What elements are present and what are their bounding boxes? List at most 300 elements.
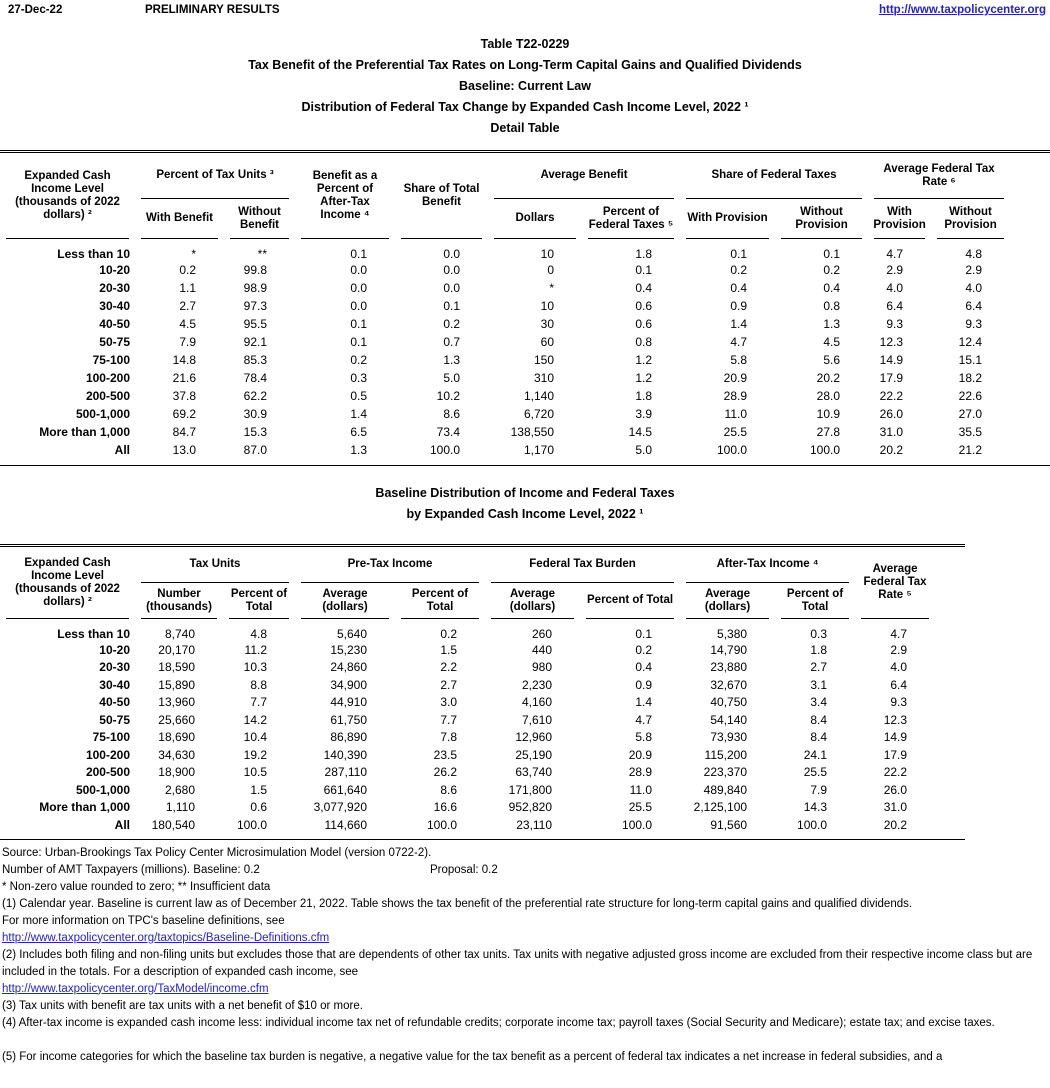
- data-cell: 22.6: [958, 389, 983, 403]
- data-cell: 10: [540, 247, 554, 261]
- col-header-without-provision-share: Without Provision: [775, 199, 868, 239]
- data-cell: 26.2: [433, 765, 458, 780]
- data-cell: 140,390: [323, 747, 368, 762]
- data-cell: 61,750: [330, 712, 368, 727]
- data-cell: 20.2: [883, 817, 908, 832]
- table-row: [0, 387, 1010, 405]
- table-row: [0, 369, 1010, 387]
- data-cell: 25,660: [158, 712, 195, 727]
- footnote-4: (4) After-tax income is expanded cash income less: individual income tax net of refundable credits; corporate income tax; payroll taxes (Social Security and Medicare); estate tax; and excise taxes.: [2, 1016, 995, 1029]
- data-cell: 9.3: [886, 317, 904, 331]
- col-header-avg-dollars-after: Average (dollars): [680, 583, 775, 619]
- row-label: 40-50: [99, 695, 130, 710]
- group-header-avg-federal-tax-rate: Average Federal Tax Rate ⁶: [868, 153, 1010, 199]
- data-cell: 20,170: [158, 642, 195, 657]
- data-cell: 0.2: [635, 642, 653, 657]
- data-cell: 22.2: [883, 765, 908, 780]
- footnote-amt-line: [2, 862, 1048, 879]
- row-label: 10-20: [99, 263, 130, 277]
- data-cell: 0.2: [440, 627, 458, 641]
- baseline-table-header: [0, 547, 935, 619]
- data-cell: 0.9: [730, 299, 748, 313]
- col-header-without-benefit: Without Benefit: [224, 199, 295, 239]
- footnote-1-continued: For more information on TPC's baseline definitions, see: [2, 914, 285, 927]
- baseline-table: [0, 547, 935, 834]
- table-row: [0, 405, 1010, 423]
- row-label: 30-40: [99, 677, 130, 692]
- data-cell: 10: [540, 299, 554, 313]
- data-cell: 13.0: [172, 443, 196, 457]
- data-cell: 8,740: [164, 627, 195, 641]
- data-cell: 0.2: [179, 263, 196, 277]
- data-cell: 1.2: [635, 371, 653, 385]
- col-header-avg-dollars-burden: Average (dollars): [485, 583, 580, 619]
- group-header-tax-units: Tax Units: [135, 547, 295, 583]
- col-header-pct-total-units: Percent of Total: [223, 583, 295, 619]
- data-cell: 95.5: [243, 317, 267, 331]
- data-cell: 21.2: [958, 443, 983, 457]
- row-label: More than 1,000: [39, 425, 130, 439]
- row-label: 50-75: [99, 335, 130, 349]
- data-cell: 14.9: [883, 730, 908, 745]
- baseline-title-line-1: Baseline Distribution of Income and Federal Taxes: [375, 486, 675, 500]
- data-cell: 0.1: [635, 263, 653, 277]
- table-row: [0, 694, 935, 712]
- data-cell: 8.6: [443, 407, 460, 421]
- data-cell: 3.1: [810, 677, 828, 692]
- data-cell: 1.1: [179, 281, 196, 295]
- data-cell: 1.8: [635, 389, 653, 403]
- data-cell: 100.0: [622, 817, 653, 832]
- table-row: [0, 764, 935, 782]
- table-row: [0, 816, 935, 834]
- data-cell: 6.4: [890, 677, 908, 692]
- data-cell: 100.0: [236, 817, 268, 832]
- data-cell: 0.7: [443, 335, 460, 349]
- data-cell: 7.7: [440, 712, 458, 727]
- data-cell: 310: [533, 371, 554, 385]
- row-label: 40-50: [99, 317, 130, 331]
- data-cell: 30.9: [243, 407, 267, 421]
- data-cell: 27.0: [958, 407, 983, 421]
- data-cell: 980: [532, 660, 553, 675]
- data-cell: 26.0: [879, 407, 904, 421]
- table-row: [0, 729, 935, 747]
- data-cell: 1.4: [635, 695, 653, 710]
- data-cell: 22.2: [879, 389, 904, 403]
- data-cell: 0.0: [443, 247, 460, 261]
- data-cell: 5,640: [336, 627, 368, 641]
- data-cell: 2.7: [179, 299, 196, 313]
- data-cell: 0.8: [635, 335, 653, 349]
- row-label: All: [114, 817, 130, 832]
- row-label: More than 1,000: [39, 800, 130, 815]
- data-cell: 661,640: [323, 782, 368, 797]
- data-cell: 5.0: [443, 371, 460, 385]
- data-cell: 14.3: [803, 800, 828, 815]
- group-header-after-tax-income: After-Tax Income ⁴: [680, 547, 855, 583]
- group-header-average-benefit: Average Benefit: [488, 153, 680, 199]
- data-cell: 2.7: [440, 677, 458, 692]
- data-cell: 25.5: [723, 425, 748, 439]
- data-cell: 73.4: [436, 425, 460, 439]
- table-row: [0, 333, 1010, 351]
- data-cell: 31.0: [879, 425, 904, 439]
- data-cell: 40,750: [710, 695, 748, 710]
- col-header-number-thousands: Number (thousands): [135, 583, 223, 619]
- col-header-avg-federal-tax-rate: Average Federal Tax Rate ⁵: [855, 547, 935, 619]
- col-header-avg-dollars-pre: Average (dollars): [295, 583, 395, 619]
- data-cell: 14.9: [879, 353, 904, 367]
- title-block: [0, 34, 1050, 139]
- group-header-federal-tax-burden: Federal Tax Burden: [485, 547, 680, 583]
- data-cell: 8.6: [440, 782, 458, 797]
- data-cell: 6.4: [965, 299, 983, 313]
- preliminary-results-label: PRELIMINARY RESULTS: [145, 4, 280, 16]
- data-cell: 85.3: [243, 353, 267, 367]
- data-cell: 18,690: [158, 730, 195, 745]
- col-header-pct-federal-taxes: Percent of Federal Taxes ⁵: [582, 199, 680, 239]
- table-row: [0, 351, 1010, 369]
- data-cell: 4.0: [965, 281, 983, 295]
- table-row: [0, 261, 1010, 279]
- data-cell: 8.8: [250, 677, 268, 692]
- table-row: [0, 676, 935, 694]
- data-cell: 1.5: [440, 642, 458, 657]
- footnote-1: (1) Calendar year. Baseline is current law as of December 21, 2022. Table shows the tax benefit of the preferential rate structure for long-term capital gains and qualified dividends.: [2, 897, 913, 910]
- data-cell: 100.0: [429, 443, 460, 457]
- data-cell: 12.4: [958, 335, 983, 349]
- data-cell: 0.4: [635, 281, 653, 295]
- data-cell: 32,670: [710, 677, 748, 692]
- data-cell: 0.1: [350, 317, 367, 331]
- row-label: Less than 10: [57, 247, 130, 261]
- data-cell: 223,370: [703, 765, 748, 780]
- data-cell: 10.9: [816, 407, 841, 421]
- data-cell: 1.2: [635, 353, 653, 367]
- data-cell: 7.8: [440, 730, 458, 745]
- table-row: [0, 746, 935, 764]
- data-cell: 34,900: [330, 677, 368, 692]
- table-row: [0, 441, 1010, 459]
- data-cell: 11.0: [724, 407, 748, 421]
- data-cell: 1.5: [250, 782, 268, 797]
- data-cell: 0.9: [635, 677, 653, 692]
- data-cell: 6.4: [886, 299, 904, 313]
- data-cell: 14.5: [628, 425, 653, 439]
- data-cell: 0.6: [635, 317, 653, 331]
- data-cell: 180,540: [151, 817, 195, 832]
- data-cell: 1,110: [165, 800, 195, 815]
- row-label: 200-500: [85, 765, 130, 780]
- data-cell: 2.9: [965, 263, 983, 277]
- data-cell: 1.4: [730, 317, 748, 331]
- data-cell: 0.3: [810, 627, 828, 641]
- data-cell: 1,140: [523, 389, 554, 403]
- row-label: 500-1,000: [75, 782, 130, 797]
- data-cell: 23,880: [710, 660, 748, 675]
- data-cell: 11.0: [629, 782, 653, 797]
- data-cell: 20.2: [879, 443, 904, 457]
- data-cell: 1.4: [350, 407, 367, 421]
- data-cell: 287,110: [324, 765, 368, 780]
- row-label: 75-100: [92, 353, 130, 367]
- data-cell: 97.3: [243, 299, 267, 313]
- data-cell: 2.9: [886, 263, 904, 277]
- data-cell: 14.2: [243, 712, 268, 727]
- table-row: [0, 799, 935, 817]
- data-cell: 0.0: [350, 281, 367, 295]
- data-cell: 84.7: [172, 425, 196, 439]
- col-header-with-provision-share: With Provision: [680, 199, 775, 239]
- data-cell: *: [191, 247, 196, 261]
- data-cell: 0.5: [350, 389, 367, 403]
- data-cell: 27.8: [816, 425, 841, 439]
- row-label: All: [114, 443, 130, 457]
- data-cell: 4.0: [890, 660, 908, 675]
- data-cell: 60: [540, 335, 554, 349]
- income-definition-link[interactable]: http://www.taxpolicycenter.org/TaxModel/income.cfm: [2, 982, 269, 995]
- table-row: [0, 641, 935, 659]
- data-cell: 73,930: [710, 730, 748, 745]
- title-line-2: Baseline: Current Law: [459, 79, 591, 93]
- data-cell: 26.0: [883, 782, 908, 797]
- data-cell: 1.3: [443, 353, 460, 367]
- data-cell: 5.8: [730, 353, 748, 367]
- data-cell: 1.8: [635, 247, 653, 261]
- data-cell: 25.5: [628, 800, 653, 815]
- data-cell: 28.0: [816, 389, 841, 403]
- data-cell: 91,560: [710, 817, 748, 832]
- data-cell: 24.1: [803, 747, 828, 762]
- group-header-share-federal-taxes: Share of Federal Taxes: [680, 153, 868, 199]
- baseline-table-body: [0, 619, 935, 834]
- data-cell: 3,077,920: [313, 800, 368, 815]
- data-cell: 12,960: [515, 730, 553, 745]
- group-header-percent-tax-units: Percent of Tax Units ³: [135, 153, 295, 199]
- data-cell: 0.2: [730, 263, 748, 277]
- data-cell: 171,800: [508, 782, 553, 797]
- data-cell: 2.9: [890, 642, 908, 657]
- data-cell: 8.4: [810, 712, 828, 727]
- taxpolicycenter-link[interactable]: http://www.taxpolicycenter.org: [879, 4, 1046, 16]
- data-cell: 100.0: [809, 443, 841, 457]
- col-header-without-provision-rate: Without Provision: [931, 199, 1010, 239]
- title-line-3: Distribution of Federal Tax Change by Expanded Cash Income Level, 2022 ¹: [301, 100, 749, 114]
- data-cell: 4.5: [823, 335, 841, 349]
- row-label: 75-100: [92, 730, 130, 745]
- detail-table: [0, 153, 1010, 459]
- data-cell: 28.9: [628, 765, 653, 780]
- data-cell: 7.9: [179, 335, 196, 349]
- data-cell: 20.9: [723, 371, 748, 385]
- data-cell: 1.8: [810, 642, 828, 657]
- data-cell: 4.0: [886, 281, 904, 295]
- data-cell: 0.3: [350, 371, 367, 385]
- data-cell: 16.6: [433, 800, 458, 815]
- data-cell: 7.7: [250, 695, 268, 710]
- data-cell: 10.3: [243, 660, 268, 675]
- data-cell: 0.8: [823, 299, 841, 313]
- data-cell: 15.3: [243, 425, 267, 439]
- data-cell: 100.0: [797, 817, 828, 832]
- detail-table-header: [0, 153, 1010, 239]
- data-cell: 15,230: [330, 642, 368, 657]
- row-label: 20-30: [99, 281, 130, 295]
- row-label: 100-200: [85, 747, 130, 762]
- data-cell: 23.5: [433, 747, 458, 762]
- data-cell: 0.0: [350, 263, 367, 277]
- data-cell: 260: [532, 627, 553, 641]
- data-cell: 9.3: [890, 695, 908, 710]
- data-cell: 1.3: [350, 443, 367, 457]
- data-cell: 4.7: [890, 627, 908, 641]
- data-cell: 18.2: [958, 371, 983, 385]
- data-cell: 28.9: [723, 389, 748, 403]
- amt-proposal: Proposal: 0.2: [430, 863, 498, 876]
- data-cell: 13,960: [158, 695, 195, 710]
- data-cell: 23,110: [516, 817, 553, 832]
- col-header-with-benefit: With Benefit: [135, 199, 224, 239]
- title-line-1: Tax Benefit of the Preferential Tax Rates on Long-Term Capital Gains and Qualified Dividends: [248, 58, 802, 72]
- data-cell: 2,125,100: [693, 800, 748, 815]
- amt-baseline: Number of AMT Taxpayers (millions). Baseline: 0.2: [2, 863, 260, 876]
- col-header-with-provision-rate: With Provision: [868, 199, 931, 239]
- data-cell: 30: [540, 317, 554, 331]
- data-cell: 62.2: [243, 389, 267, 403]
- footnote-5: (5) For income categories for which the baseline tax burden is negative, a negative value for the tax benefit as a percent of federal tax indicates a net increase in federal subsidies, and a: [2, 1050, 943, 1063]
- data-cell: 25,190: [515, 747, 553, 762]
- data-cell: 18,900: [158, 765, 195, 780]
- data-cell: 5.0: [635, 443, 653, 457]
- row-label: Less than 10: [57, 627, 130, 641]
- row-label: 50-75: [99, 712, 130, 727]
- data-cell: 24,860: [330, 660, 368, 675]
- row-label: 100-200: [85, 371, 130, 385]
- data-cell: 0.6: [250, 800, 268, 815]
- data-cell: 92.1: [243, 335, 267, 349]
- data-cell: 4,160: [522, 695, 553, 710]
- data-cell: 3.4: [810, 695, 828, 710]
- data-cell: 78.4: [243, 371, 267, 385]
- data-cell: 99.8: [243, 263, 267, 277]
- footnote-3: (3) Tax units with benefit are tax units with a net benefit of $10 or more.: [2, 999, 363, 1012]
- data-cell: 5,380: [717, 627, 748, 641]
- data-cell: 4.5: [179, 317, 196, 331]
- data-cell: 0.2: [350, 353, 367, 367]
- data-cell: 0.1: [730, 247, 748, 261]
- detail-table-body: [0, 239, 1010, 459]
- data-cell: 115,200: [704, 747, 748, 762]
- col-header-income-level: Expanded Cash Income Level (thousands of 2022 dollars) ²: [0, 153, 135, 239]
- data-cell: 0.4: [730, 281, 748, 295]
- data-cell: 0.1: [635, 627, 653, 641]
- data-cell: 0.1: [443, 299, 460, 313]
- data-cell: 35.5: [958, 425, 983, 439]
- title-line-4: Detail Table: [490, 121, 560, 135]
- data-cell: 0.1: [823, 247, 841, 261]
- data-cell: 952,820: [508, 800, 553, 815]
- data-cell: 3.0: [440, 695, 458, 710]
- data-cell: 10.5: [243, 765, 268, 780]
- data-cell: 4.8: [965, 247, 983, 261]
- data-cell: 5.6: [823, 353, 841, 367]
- data-cell: 7.9: [810, 782, 828, 797]
- baseline-definitions-link[interactable]: http://www.taxpolicycenter.org/taxtopics/Baseline-Definitions.cfm: [2, 931, 330, 944]
- data-cell: 0.4: [823, 281, 841, 295]
- data-cell: 31.0: [883, 800, 908, 815]
- col-header-income-level-2: Expanded Cash Income Level (thousands of 2022 dollars) ²: [0, 547, 135, 619]
- table-row: [0, 297, 1010, 315]
- data-cell: 3.9: [635, 407, 653, 421]
- data-cell: 15.1: [958, 353, 983, 367]
- data-cell: *: [549, 281, 554, 295]
- data-cell: 0.2: [443, 317, 460, 331]
- row-label: 10-20: [99, 642, 130, 657]
- data-cell: 1,170: [523, 443, 554, 457]
- data-cell: 15,890: [158, 677, 195, 692]
- row-label: 20-30: [99, 660, 130, 675]
- data-cell: 44,910: [330, 695, 368, 710]
- data-cell: 17.9: [883, 747, 908, 762]
- group-header-pre-tax-income: Pre-Tax Income: [295, 547, 485, 583]
- data-cell: 25.5: [803, 765, 828, 780]
- data-cell: 9.3: [965, 317, 983, 331]
- footnote-source: Source: Urban-Brookings Tax Policy Center Microsimulation Model (version 0722-2).: [2, 846, 432, 859]
- data-cell: 0.0: [443, 281, 460, 295]
- data-cell: 4.7: [886, 247, 904, 261]
- data-cell: 0.0: [443, 263, 460, 277]
- data-cell: 34,630: [158, 747, 195, 762]
- data-cell: 69.2: [172, 407, 196, 421]
- data-cell: 98.9: [243, 281, 267, 295]
- data-cell: 14.8: [172, 353, 196, 367]
- data-cell: 0.0: [350, 299, 367, 313]
- row-label: 30-40: [99, 299, 130, 313]
- data-cell: 54,140: [710, 712, 748, 727]
- data-cell: 17.9: [879, 371, 904, 385]
- table1-bottom-rule: [0, 465, 1050, 466]
- data-cell: 0.1: [350, 335, 367, 349]
- data-cell: **: [257, 247, 267, 261]
- data-cell: 114,660: [324, 817, 368, 832]
- data-cell: 2,680: [164, 782, 195, 797]
- table-row: [0, 659, 935, 677]
- table-row: [0, 711, 935, 729]
- data-cell: 4.8: [250, 627, 268, 641]
- data-cell: 0.6: [635, 299, 653, 313]
- data-cell: 11.2: [244, 642, 268, 657]
- data-cell: 21.6: [172, 371, 196, 385]
- data-cell: 12.3: [883, 712, 908, 727]
- data-cell: 12.3: [879, 335, 904, 349]
- data-cell: 4.7: [635, 712, 653, 727]
- data-cell: 20.9: [628, 747, 653, 762]
- data-cell: 0.2: [823, 263, 841, 277]
- data-cell: 63,740: [515, 765, 553, 780]
- data-cell: 18,590: [158, 660, 195, 675]
- data-cell: 0: [547, 263, 554, 277]
- data-cell: 2.7: [810, 660, 828, 675]
- data-cell: 2.2: [440, 660, 458, 675]
- col-header-benefit-pct-ati: Benefit as a Percent of After-Tax Income ⁴: [295, 153, 395, 239]
- col-header-pct-total-burden: Percent of Total: [580, 583, 680, 619]
- data-cell: 10.2: [436, 389, 460, 403]
- data-cell: 37.8: [172, 389, 196, 403]
- data-cell: 10.4: [243, 730, 268, 745]
- data-cell: 6.5: [350, 425, 367, 439]
- table-row: [0, 781, 935, 799]
